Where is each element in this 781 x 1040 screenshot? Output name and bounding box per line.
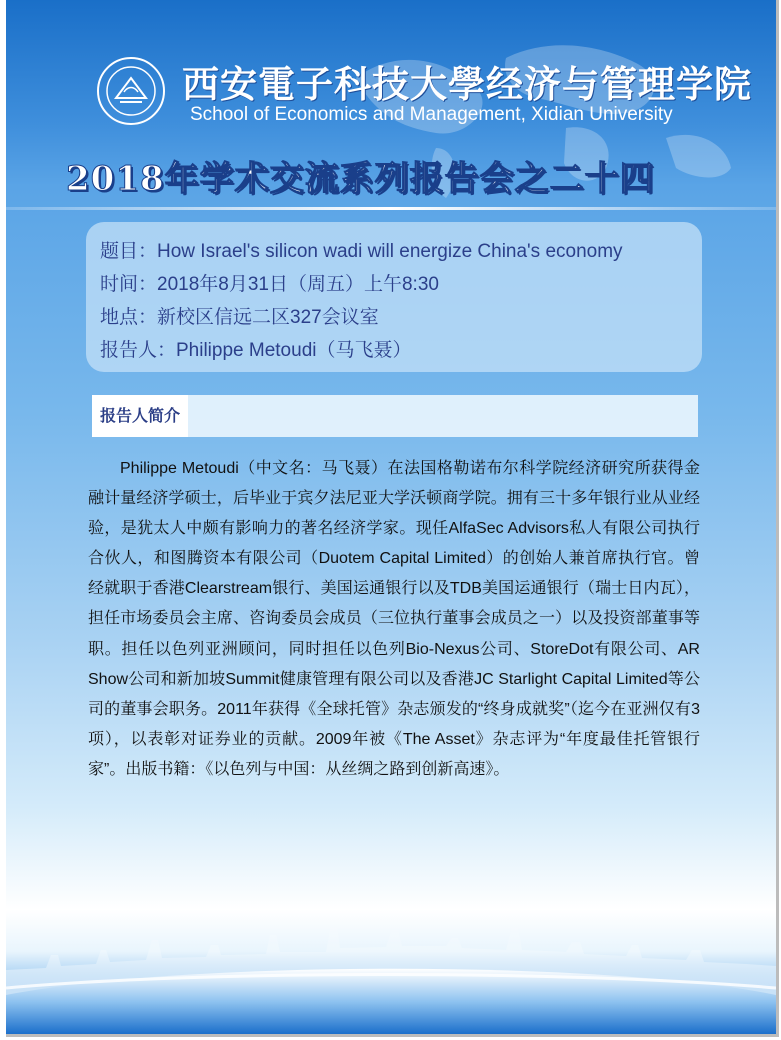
lecture-info-box	[86, 222, 702, 372]
header-divider	[6, 207, 776, 210]
lecture-time: 时间：2018年8月31日（周五）上午8:30	[100, 274, 439, 295]
speaker-bio: Philippe Metoudi（中文名：马飞聂）在法国格勒诺布尔科学院经济研究所获得金融计量经济学硕士，后毕业于宾夕法尼亚大学沃顿商学院。拥有三十多年银行业从业经验，是犹太人中颇有影响力的著名经济学家。现任AlfaSec Advisors私人有限公司执行合伙人，和图腾资本有限公司（Duotem Capital Limited）的创始人兼首席执行官。曾经就职于香港Clearstream银行、美国运通银行以及TDB美国运通银行（瑞士日内瓦），担任市场委员会主席、咨询委员会成员（三位执行董事会成员之一）以及投资部董事等职。担任以色列亚洲顾问，同时担任以色列Bio-Nexus公司、StoreDot有限公司、AR Show公司和新加坡Summit健康管理有限公司以及香港JC Starlight Capital Limited等公司的董事会职务。2011年获得《全球托管》杂志颁发的“终身成就奖”（迄今在亚洲仅有3项），以表彰对证券业的贡献。2009年被《The Asset》杂志评为“年度最佳托管银行家”。出版书籍：《以色列与中国：从丝绸之路到创新高速》。	[88, 460, 700, 778]
poster	[6, 0, 779, 1037]
university-emblem-icon	[96, 56, 166, 126]
city-skyline-decoration	[6, 900, 776, 1034]
series-title: 2018年学术交流系列报告会之二十四	[66, 159, 655, 199]
lecture-speaker: 报告人：Philippe Metoudi（马飞聂）	[100, 340, 412, 361]
lecture-topic: 题目：How Israel's silicon wadi will energize China's economy	[100, 241, 623, 262]
school-name-english: School of Economics and Management, Xidian University	[190, 104, 673, 125]
lecture-place: 地点：新校区信远二区327会议室	[100, 307, 379, 328]
school-name-chinese: 西安電子科技大學经济与管理学院	[182, 62, 752, 106]
speaker-intro-label: 报告人简介	[92, 395, 188, 437]
speaker-intro-header	[92, 395, 698, 437]
